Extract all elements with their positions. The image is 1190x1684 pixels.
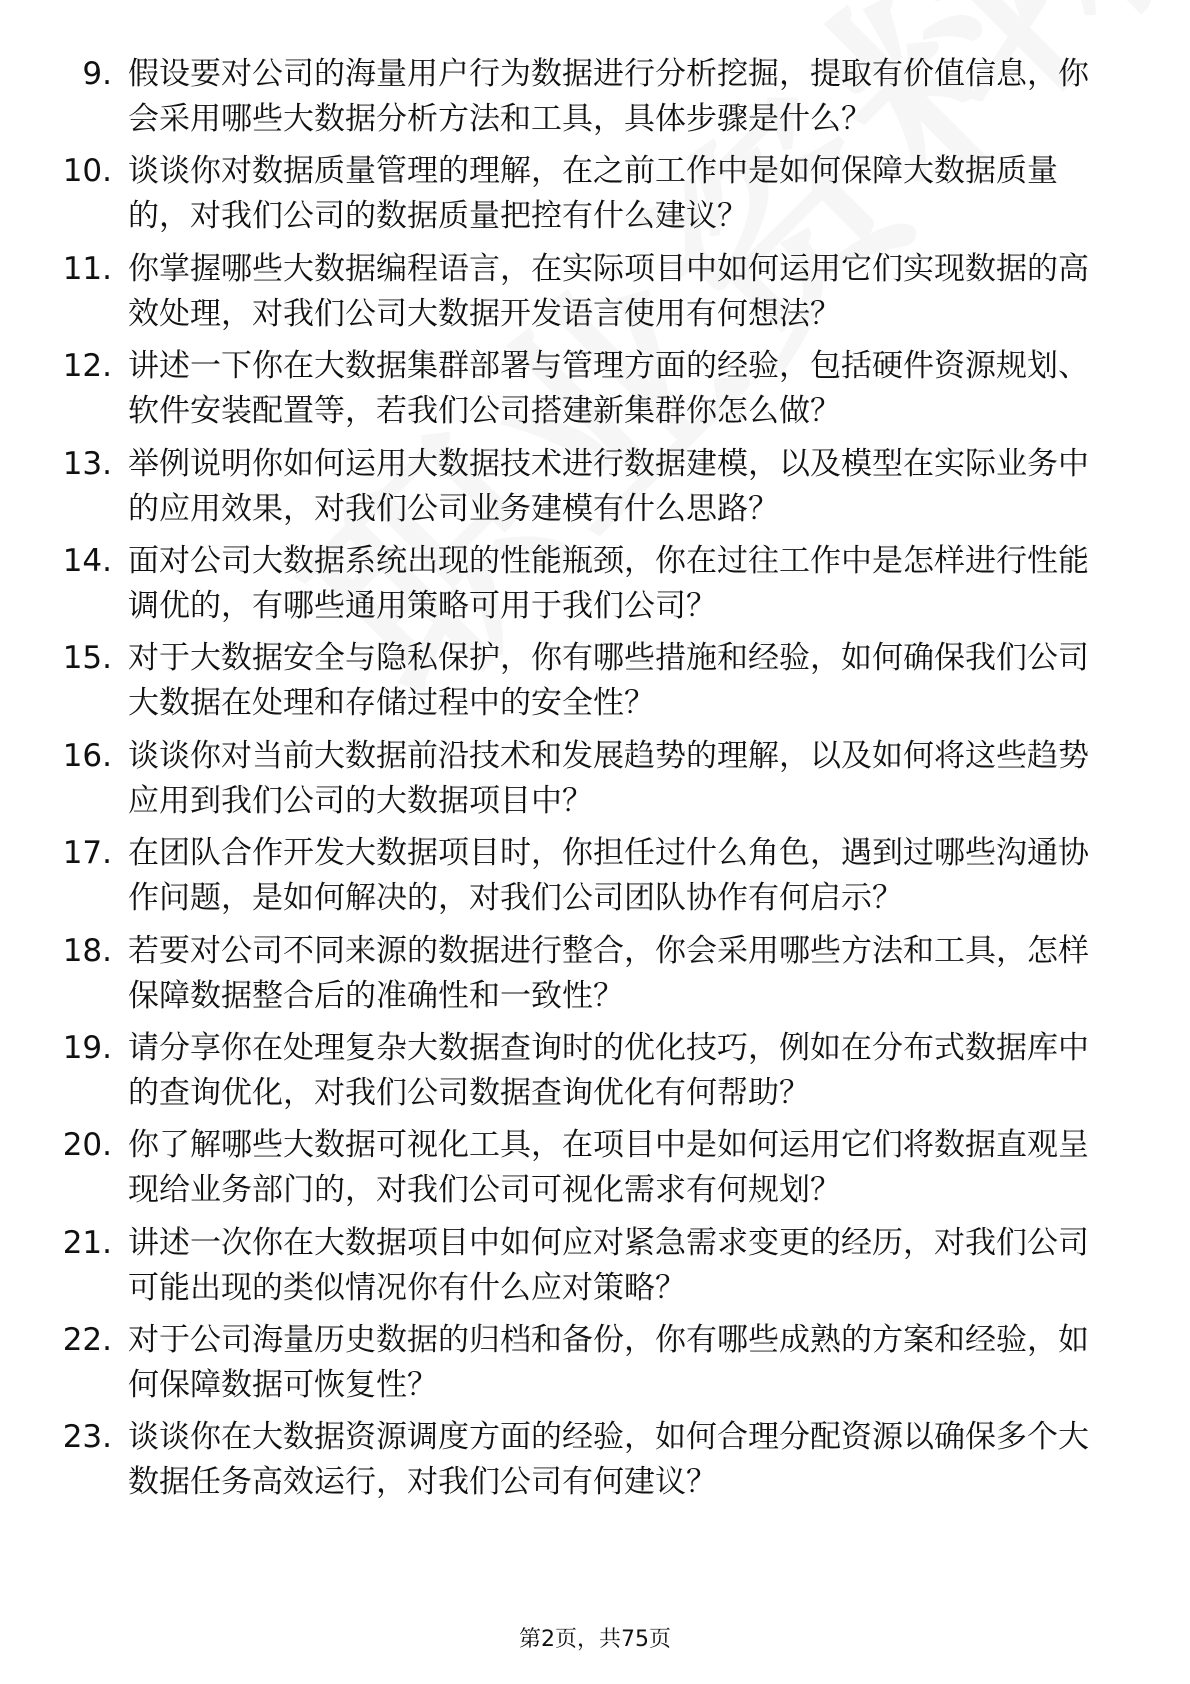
page-number-label: 第2页，共75页: [519, 1627, 671, 1652]
question-item: [0, 1221, 1190, 1318]
question-number: 21.: [62, 1224, 112, 1261]
question-number: 19.: [62, 1029, 112, 1066]
question-item: [0, 539, 1190, 636]
question-text: 在团队合作开发大数据项目时，你担任过什么角色，遇到过哪些沟通协作问题，是如何解决的，对我们公司团队协作有何启示？: [128, 835, 1089, 917]
question-number: 11.: [62, 250, 112, 287]
question-number: 17.: [62, 835, 112, 872]
question-item: [0, 636, 1190, 733]
question-item: [0, 442, 1190, 539]
question-text: 对于大数据安全与隐私保护，你有哪些措施和经验，如何确保我们公司大数据在处理和存储过程中的安全性？: [128, 640, 1089, 722]
question-number: 13.: [62, 445, 112, 482]
question-text: 你了解哪些大数据可视化工具，在项目中是如何运用它们将数据直观呈现给业务部门的，对我们公司可视化需求有何规划？: [128, 1127, 1089, 1209]
question-item: [0, 52, 1190, 149]
question-text: 面对公司大数据系统出现的性能瓶颈，你在过往工作中是怎样进行性能调优的，有哪些通用策略可用于我们公司？: [128, 542, 1089, 624]
question-list: [0, 52, 1190, 1513]
question-number: 10.: [62, 153, 112, 190]
question-number: 18.: [62, 932, 112, 969]
question-text: 谈谈你在大数据资源调度方面的经验，如何合理分配资源以确保多个大数据任务高效运行，对我们公司有何建议？: [128, 1419, 1089, 1501]
question-item: [0, 247, 1190, 344]
question-item: [0, 1415, 1190, 1512]
question-text: 你掌握哪些大数据编程语言，在实际项目中如何运用它们实现数据的高效处理，对我们公司大数据开发语言使用有何想法？: [128, 250, 1089, 332]
question-item: [0, 149, 1190, 246]
question-text: 若要对公司不同来源的数据进行整合，你会采用哪些方法和工具，怎样保障数据整合后的准确性和一致性？: [128, 932, 1089, 1014]
question-number: 22.: [62, 1322, 112, 1359]
question-number: 23.: [62, 1419, 112, 1456]
question-item: [0, 344, 1190, 441]
question-text: 请分享你在处理复杂大数据查询时的优化技巧，例如在分布式数据库中的查询优化，对我们公司数据查询优化有何帮助？: [128, 1029, 1089, 1111]
question-text: 假设要对公司的海量用户行为数据进行分析挖掘，提取有价值信息，你会采用哪些大数据分析方法和工具，具体步骤是什么？: [128, 56, 1089, 137]
question-item: [0, 1318, 1190, 1415]
question-number: 14.: [62, 542, 112, 579]
question-item: [0, 929, 1190, 1026]
question-item: [0, 1123, 1190, 1220]
question-text: 对于公司海量历史数据的归档和备份，你有哪些成熟的方案和经验，如何保障数据可恢复性？: [128, 1322, 1089, 1404]
question-number: 15.: [62, 640, 112, 677]
question-text: 谈谈你对当前大数据前沿技术和发展趋势的理解，以及如何将这些趋势应用到我们公司的大数据项目中？: [128, 737, 1089, 819]
question-text: 讲述一次你在大数据项目中如何应对紧急需求变更的经历，对我们公司可能出现的类似情况你有什么应对策略？: [128, 1224, 1089, 1306]
question-number: 16.: [62, 737, 112, 774]
question-text: 举例说明你如何运用大数据技术进行数据建模，以及模型在实际业务中的应用效果，对我们公司业务建模有什么思路？: [128, 445, 1089, 527]
question-item: [0, 1026, 1190, 1123]
page-footer: [0, 1622, 1190, 1653]
question-number: 9.: [82, 56, 112, 92]
question-item: [0, 831, 1190, 928]
question-number: 20.: [62, 1127, 112, 1164]
question-text: 讲述一下你在大数据集群部署与管理方面的经验，包括硬件资源规划、软件安装配置等，若我们公司搭建新集群你怎么做？: [128, 348, 1089, 430]
question-number: 12.: [62, 348, 112, 385]
question-item: [0, 734, 1190, 831]
question-text: 谈谈你对数据质量管理的理解，在之前工作中是如何保障大数据质量的，对我们公司的数据质量把控有什么建议？: [128, 153, 1058, 235]
